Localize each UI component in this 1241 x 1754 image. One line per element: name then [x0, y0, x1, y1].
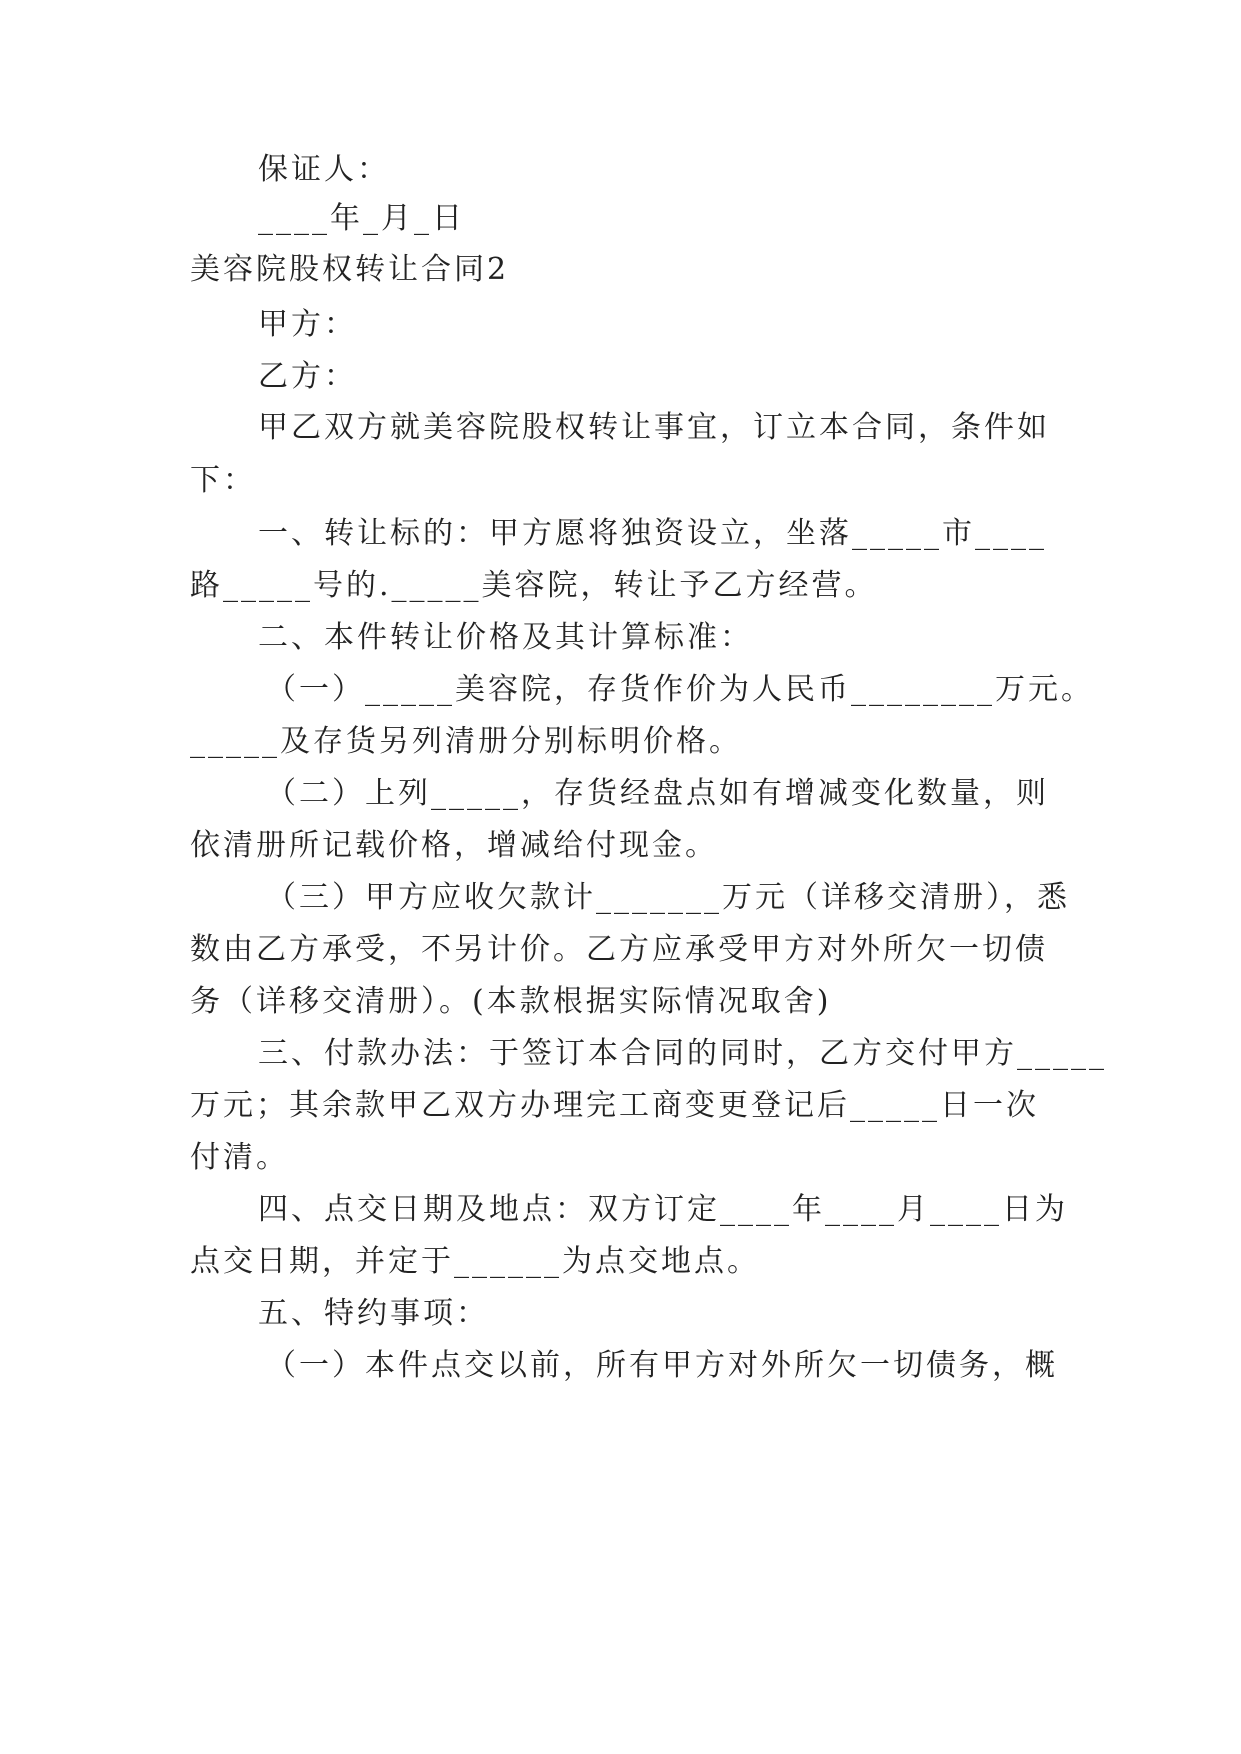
- paragraph-line: 路_____号的._____美容院，转让予乙方经营。: [190, 568, 878, 603]
- paragraph-line: _____及存货另列清册分别标明价格。: [190, 724, 742, 759]
- party-b-line: 乙方：: [258, 359, 357, 394]
- paragraph-line: 万元；其余款甲乙双方办理完工商变更登记后_____日一次: [190, 1088, 1039, 1123]
- paragraph-line: 依清册所记载价格，增减给付现金。: [190, 828, 718, 863]
- paragraph-line: 五、特约事项：: [258, 1296, 489, 1331]
- guarantor-line: 保证人：: [258, 152, 390, 187]
- paragraph-line: （一）_____美容院，存货作价为人民币________万元。: [266, 672, 1094, 707]
- party-a-line: 甲方：: [258, 307, 357, 342]
- paragraph-line: （三）甲方应收欠款计_______万元（详移交清册），悉: [266, 880, 1070, 915]
- paragraph-line: 务（详移交清册）。(本款根据实际情况取舍): [190, 984, 832, 1019]
- contract-title: 美容院股权转让合同2: [190, 252, 510, 287]
- paragraph-line: 一、转让标的：甲方愿将独资设立，坐落_____市____: [258, 516, 1047, 551]
- paragraph-line: 付清。: [190, 1140, 289, 1175]
- date-line: ____年_月_日: [258, 201, 465, 236]
- paragraph-line: 点交日期，并定于______为点交地点。: [190, 1244, 760, 1279]
- paragraph-line: 四、点交日期及地点：双方订定____年____月____日为: [258, 1192, 1068, 1227]
- paragraph-line: 三、付款办法：于签订本合同的同时，乙方交付甲方_____: [258, 1036, 1107, 1071]
- paragraph-line: 甲乙双方就美容院股权转让事宜，订立本合同，条件如: [258, 410, 1050, 445]
- paragraph-line: （二）上列_____，存货经盘点如有增减变化数量，则: [266, 776, 1049, 811]
- paragraph-line: 下：: [190, 463, 256, 498]
- paragraph-line: 二、本件转让价格及其计算标准：: [258, 620, 753, 655]
- paragraph-line: （一）本件点交以前，所有甲方对外所欠一切债务，概: [266, 1348, 1058, 1383]
- paragraph-line: 数由乙方承受，不另计价。乙方应承受甲方对外所欠一切债: [190, 932, 1048, 967]
